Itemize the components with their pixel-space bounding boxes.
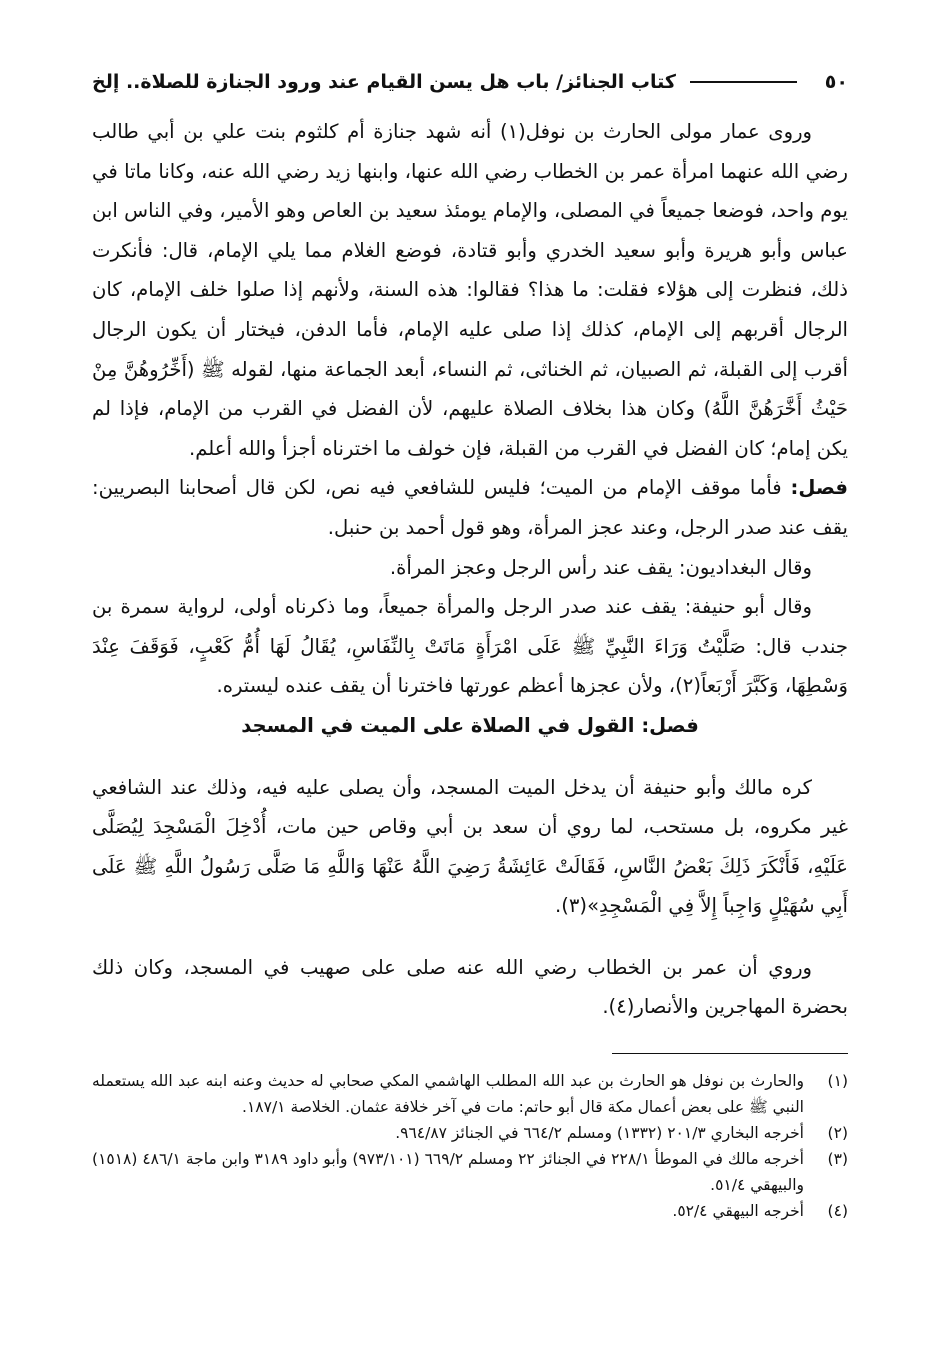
footnote-text: أخرجه مالك في الموطأ ٢٢٨/١ في الجنائز ٢٢ ومسلم ٦٦٩/٢ (٩٧٣/١٠١) وأبو داود ٣١٨٩ وابن ماجة ٤٨٦/١ (١٥١٨) والبيهقي ٥١/٤. — [92, 1150, 804, 1195]
fasl-text: فأما موقف الإمام من الميت؛ فليس للشافعي فيه نص، لكن قال أصحابنا البصريين: يقف عند صدر الرجل، وعند عجز المرأة، وهو قول أحمد بن حنبل. — [92, 476, 848, 539]
footnote-text: والحارث بن نوفل هو الحارث بن عبد الله المطلب الهاشمي المكي صحابي له حديث وعنه ابنه عبد الله يستعمله النبي ﷺ على بعض أعمال مكة قال أبو حاتم: مات في آخر خلافة عثمان. الخلاصة ١٨٧/١. — [92, 1072, 804, 1117]
header-rule — [690, 81, 797, 83]
paragraph-baghdadi: وقال البغداديون: يقف عند رأس الرجل وعجز المرأة. — [389, 555, 812, 579]
footnote — [92, 1120, 848, 1146]
paragraph-umar: وروي أن عمر بن الخطاب رضي الله عنه صلى على صهيب في المسجد، وكان ذلك بحضرة المهاجرين والأنصار(٤). — [92, 955, 848, 1019]
footnote — [92, 1198, 848, 1224]
footnote — [92, 1068, 848, 1120]
page-number: ٥٠ — [824, 71, 848, 93]
footnote-text: أخرجه البيهقي ٥٢/٤. — [672, 1202, 804, 1221]
body-text — [92, 112, 848, 1027]
footnote — [92, 1146, 848, 1198]
page — [92, 62, 848, 1224]
fasl-label: فصل: — [790, 476, 849, 500]
footnote-number: (١) — [827, 1072, 848, 1091]
section-heading — [92, 706, 848, 746]
footnote-rule — [612, 1053, 848, 1054]
fasl-label: فصل: — [641, 713, 699, 737]
paragraph-fasl-imam-position — [92, 468, 848, 547]
section-title: القول في الصلاة على الميت في المسجد — [241, 713, 635, 737]
footnote-number: (٤) — [827, 1202, 848, 1221]
header-title: كتاب الجنائز/ باب هل يسن القيام عند ورود الجنازة للصلاة.. إلخ — [92, 71, 676, 93]
paragraph-masjid: كره مالك وأبو حنيفة أن يدخل الميت المسجد، وأن يصلى عليه فيه، وذلك عند الشافعي غير مكروه، بل مستحب، لما روي أن سعد بن أبي وقاص حين مات، أُدْخِلَ الْمَسْجِدَ لِيُصَلَّى عَلَيْهِ، فَأَنْكَرَ ذَلِكَ بَعْضُ النَّاسِ، فَقَالَتْ عَائِشَةُ رَضِيَ اللَّهُ عَنْهَا وَاللَّهِ مَا صَلَّى رَسُولُ اللَّهِ ﷺ عَلَى أَبِي سُهَيْلٍ وَاجِباً إِلاَّ فِي الْمَسْجِدِ»(٣). — [92, 775, 848, 918]
paragraph-ammar: وروى عمار مولى الحارث بن نوفل(١) أنه شهد جنازة أم كلثوم بنت علي بن أبي طالب رضي الله عنهما امرأة عمر بن الخطاب رضي الله عنها، وابنها زيد رضي الله عنه، وكانا ماتا في يوم واحد، فوضعا جميعاً في المصلى، والإمام يومئذ سعيد بن العاص وهو الأمير، وفي الناس ابن عباس وأبو هريرة وأبو سعيد الخدري وأبو قتادة، فوضع الغلام مما يلي الإمام، قال: فأنكرت ذلك، فنظرت إلى هؤلاء فقلت: ما هذا؟ فقالوا: هذه السنة، ولأنهم إذا صلوا خلف الإمام، كان الرجال أقربهم إلى الإمام، كذلك إذا صلى عليه الإمام، فأما الدفن، فيختار أن يكون الرجال أقرب إلى القبلة، ثم الصبيان، ثم الخناثى، ثم النساء، أبعد الجماعة منها، لقوله ﷺ (أَخِّرُوهُنَّ مِنْ حَيْثُ أَخَّرَهُنَّ اللَّهُ) وكان هذا بخلاف الصلاة عليهم، لأن الفضل في القرب من الإمام، فإذا لم يكن إمام؛ كان الفضل في القرب من القبلة، فإن خولف ما اخترناه أجزأ والله أعلم. — [92, 120, 848, 460]
footnotes — [92, 1068, 848, 1224]
footnote-text: أخرجه البخاري ٢٠١/٣ (١٣٣٢) ومسلم ٦٦٤/٢ في الجنائز ٩٦٤/٨٧. — [395, 1124, 804, 1143]
footnote-number: (٢) — [827, 1124, 848, 1143]
running-header — [92, 62, 848, 102]
paragraph-abu-hanifa: وقال أبو حنيفة: يقف عند صدر الرجل والمرأة جميعاً، وما ذكرناه أولى، لرواية سمرة بن جندب قال: صَلَّيْتُ وَرَاءَ النَّبِيِّ ﷺ عَلَى امْرَأَةٍ مَاتَتْ بِالنِّفَاسِ، يُقَالُ لَهَا أُمُّ كَعْبٍ، فَوَقَفَ عِنْدَ وَسْطِهَا، وَكَبَّرَ أَرْبَعاً(٢)، ولأن عجزها أعظم عورتها فاخترنا أن يقف عنده ليستره. — [92, 595, 848, 698]
footnote-number: (٣) — [827, 1150, 848, 1169]
